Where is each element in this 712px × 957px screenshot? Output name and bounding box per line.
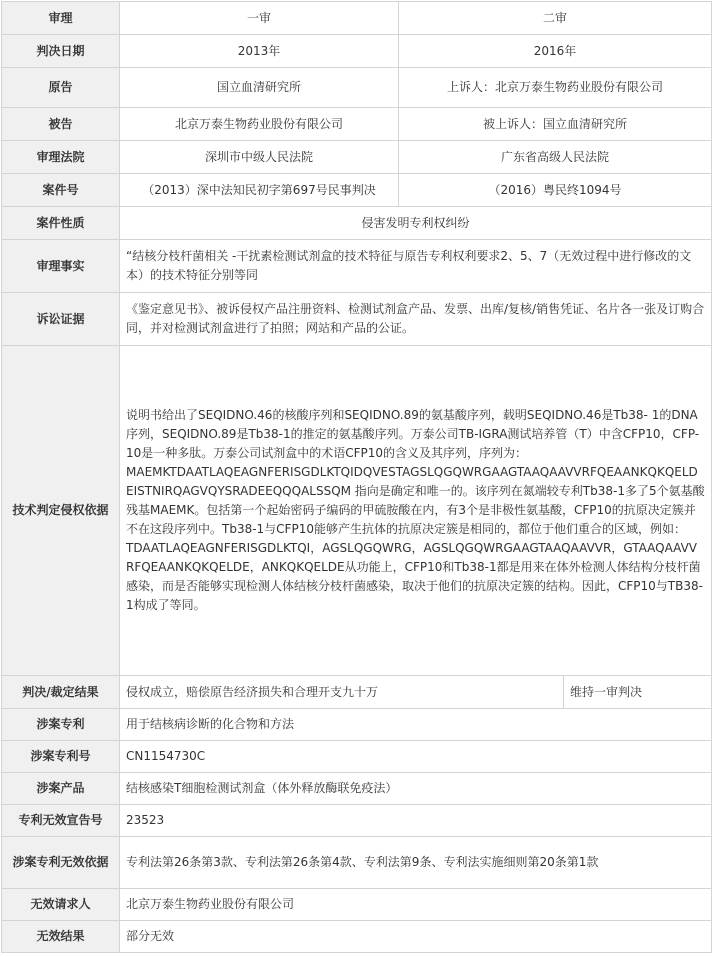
label-patent: 涉案专利 [2,709,120,741]
first-defendant: 北京万泰生物药业股份有限公司 [120,108,399,141]
second-appellee: 被上诉人：国立血清研究所 [399,108,712,141]
invalidation-requester: 北京万泰生物药业股份有限公司 [120,889,712,921]
label-facts: 审理事实 [2,240,120,293]
row-invalid-result [2,921,712,953]
case-info-table [1,1,712,953]
label-invalid-basis: 涉案专利无效依据 [2,837,120,889]
row-invalid-basis [2,837,712,889]
row-result [2,676,712,709]
row-date [2,35,712,68]
label-plaintiff: 原告 [2,68,120,108]
label-evidence: 诉讼证据 [2,293,120,346]
invalidation-basis: 专利法第26条第3款、专利法第26条第4款、专利法第9条、专利法实施细则第20条第1款 [120,837,712,889]
label-requester: 无效请求人 [2,889,120,921]
first-result: 侵权成立，赔偿原告经济损失和合理开支九十万 [120,676,564,709]
label-trial: 审理 [2,2,120,35]
case-nature: 侵害发明专利权纠纷 [120,207,712,240]
row-requester [2,889,712,921]
label-date: 判决日期 [2,35,120,68]
row-defendant [2,108,712,141]
second-result: 维持一审判决 [564,676,712,709]
label-defendant: 被告 [2,108,120,141]
product-name: 结核感染T细胞检测试剂盒（体外释放酶联免疫法） [120,773,712,805]
row-court [2,141,712,174]
invalidation-number: 23523 [120,805,712,837]
label-case-no: 案件号 [2,174,120,207]
second-date: 2016年 [399,35,712,68]
row-basis [2,346,712,676]
second-court: 广东省高级人民法院 [399,141,712,174]
row-trial [2,2,712,35]
first-plaintiff: 国立血清研究所 [120,68,399,108]
technical-basis: 说明书给出了SEQIDNO.46的核酸序列和SEQIDNO.89的氨基酸序列，载明SEQIDNO.46是Tb38- 1的DNA序列，SEQIDNO.89是Tb38-1的推定的氨基酸序列。万泰公司TB-IGRA测试培养管（T）中含CFP10，CFP- 10是一种多肽。万泰公司试剂盒中的术语CFP10的含义及其序列，序列为： MAEMKTDAATLAQEAGNFERISGDLKTQIDQVESTAGSLQGQWRGAAGTAAQAAVVRFQEAANKQKQELDEISTNIRQAGVQYSRADEEQQQALSSQM 指向是确定和唯一的。该序列在氮端较专利Tb38-1多了5个氨基酸残基MAEMK。包括第一个起始密码子编码的甲硫胺酸在内，有3个是非极性氨基酸，CFP10的抗原决定簇并不在这段序列中。Tb38-1与CFP10能够产生抗体的抗原决定簇是相同的，都位于他们重合的区域，例如： TDAATLAQEAGNFERISGDLKTQI，AGSLQGQWRG，AGSLQGQWRGAAGTAAQAAVVR，GTAAQAAVVRFQEAANKQKQELDE，ANKQKQELDE从功能上，CFP10和Tb38-1都是用来在体外检测人体结构分枝杆菌感染，而是否能够实现检测人体结核分枝杆菌感染，取决于他们的抗原决定簇的结构。因此，CFP10与TB38-1构成了等同。 [120,346,712,676]
second-case-no: （2016）粤民终1094号 [399,174,712,207]
trial-facts: “结核分枝杆菌相关 -干扰素检测试剂盒的技术特征与原告专利权利要求2、5、7（无效过程中进行修改的文本）的技术特征分别等同 [120,240,712,293]
row-evidence [2,293,712,346]
label-result: 判决/裁定结果 [2,676,120,709]
patent-number: CN1154730C [120,741,712,773]
label-court: 审理法院 [2,141,120,174]
patent-title: 用于结核病诊断的化合物和方法 [120,709,712,741]
row-patent-no [2,741,712,773]
label-patent-no: 涉案专利号 [2,741,120,773]
label-nature: 案件性质 [2,207,120,240]
row-invalid-no [2,805,712,837]
label-product: 涉案产品 [2,773,120,805]
label-invalid-result: 无效结果 [2,921,120,953]
litigation-evidence: 《鉴定意见书》、被诉侵权产品注册资料、检测试剂盒产品、发票、出库/复核/销售凭证、名片各一张及订购合同，并对检测试剂盒进行了拍照；网站和产品的公证。 [120,293,712,346]
label-invalid-no: 专利无效宣告号 [2,805,120,837]
row-patent [2,709,712,741]
row-case-no [2,174,712,207]
row-facts [2,240,712,293]
label-basis: 技术判定侵权依据 [2,346,120,676]
invalidation-result: 部分无效 [120,921,712,953]
first-court: 深圳市中级人民法院 [120,141,399,174]
second-instance-header: 二审 [399,2,712,35]
second-appellant: 上诉人：北京万泰生物药业股份有限公司 [399,68,712,108]
row-plaintiff [2,68,712,108]
first-instance-header: 一审 [120,2,399,35]
first-date: 2013年 [120,35,399,68]
row-product [2,773,712,805]
row-nature [2,207,712,240]
first-case-no: （2013）深中法知民初字第697号民事判决 [120,174,399,207]
